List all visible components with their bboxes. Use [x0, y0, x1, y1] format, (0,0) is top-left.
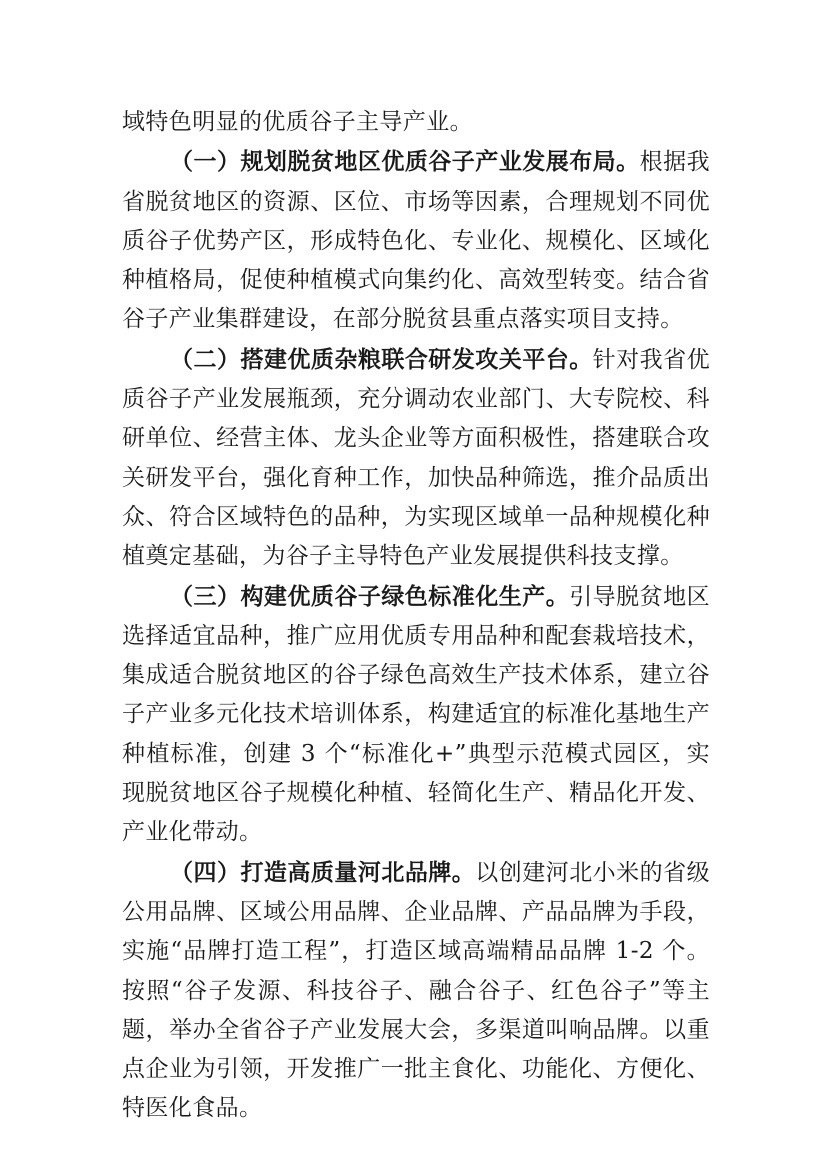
section-body-3: 引导脱贫地区选择适宜品种，推广应用优质专用品种和配套栽培技术，集成适合脱贫地区的谷子绿色高效生产技术体系，建立谷子产业多元化技术培训体系，构建适宜的标准化基地生产种植标准，创建 3 个“标准化+”典型示范模式园区，实现脱贫地区谷子规模化种植、轻简化生产、精品化开发、产业化带动。 — [122, 583, 710, 846]
section-paragraph-1 — [122, 142, 710, 339]
section-heading-3: （三）构建优质谷子绿色标准化生产。 — [170, 582, 570, 610]
section-heading-4: （四）打造高质量河北品牌。 — [170, 858, 476, 886]
section-body-4: 以创建河北小米的省级公用品牌、区域公用品牌、企业品牌、产品品牌为手段，实施“品牌打造工程”，打造区域高端精品品牌 1-2 个。按照“谷子发源、科技谷子、融合谷子、红色谷子”等主题，举办全省谷子产业发展大会，多渠道叫响品牌。以重点企业为引领，开发推广一批主食化、功能化、方便化、特医化食品。 — [122, 859, 711, 1122]
section-paragraph-3 — [122, 577, 710, 853]
intro-text: 域特色明显的优质谷子主导产业。 — [122, 109, 473, 135]
section-body-2: 针对我省优质谷子产业发展瓶颈，充分调动农业部门、大专院校、科研单位、经营主体、龙头企业等方面积极性，搭建联合攻关研发平台，强化育种工作，加快品种筛选，推介品质出众、符合区域特色的品种，为实现区域单一品种规模化种植奠定基础，为谷子主导特色产业发展提供科技支撑。 — [122, 346, 710, 570]
section-paragraph-2 — [122, 340, 710, 577]
document-page — [122, 103, 710, 1129]
section-heading-1: （一）规划脱贫地区优质谷子产业发展布局。 — [170, 148, 640, 176]
section-paragraph-4 — [122, 853, 710, 1129]
intro-paragraph — [122, 103, 710, 142]
section-heading-2: （二）搭建优质杂粮联合研发攻关平台。 — [170, 345, 593, 373]
section-body-1: 根据我省脱贫地区的资源、区位、市场等因素，合理规划不同优质谷子优势产区，形成特色化、专业化、规模化、区域化种植格局，促使种植模式向集约化、高效型转变。结合省谷子产业集群建设，在部分脱贫县重点落实项目支持。 — [122, 149, 711, 333]
